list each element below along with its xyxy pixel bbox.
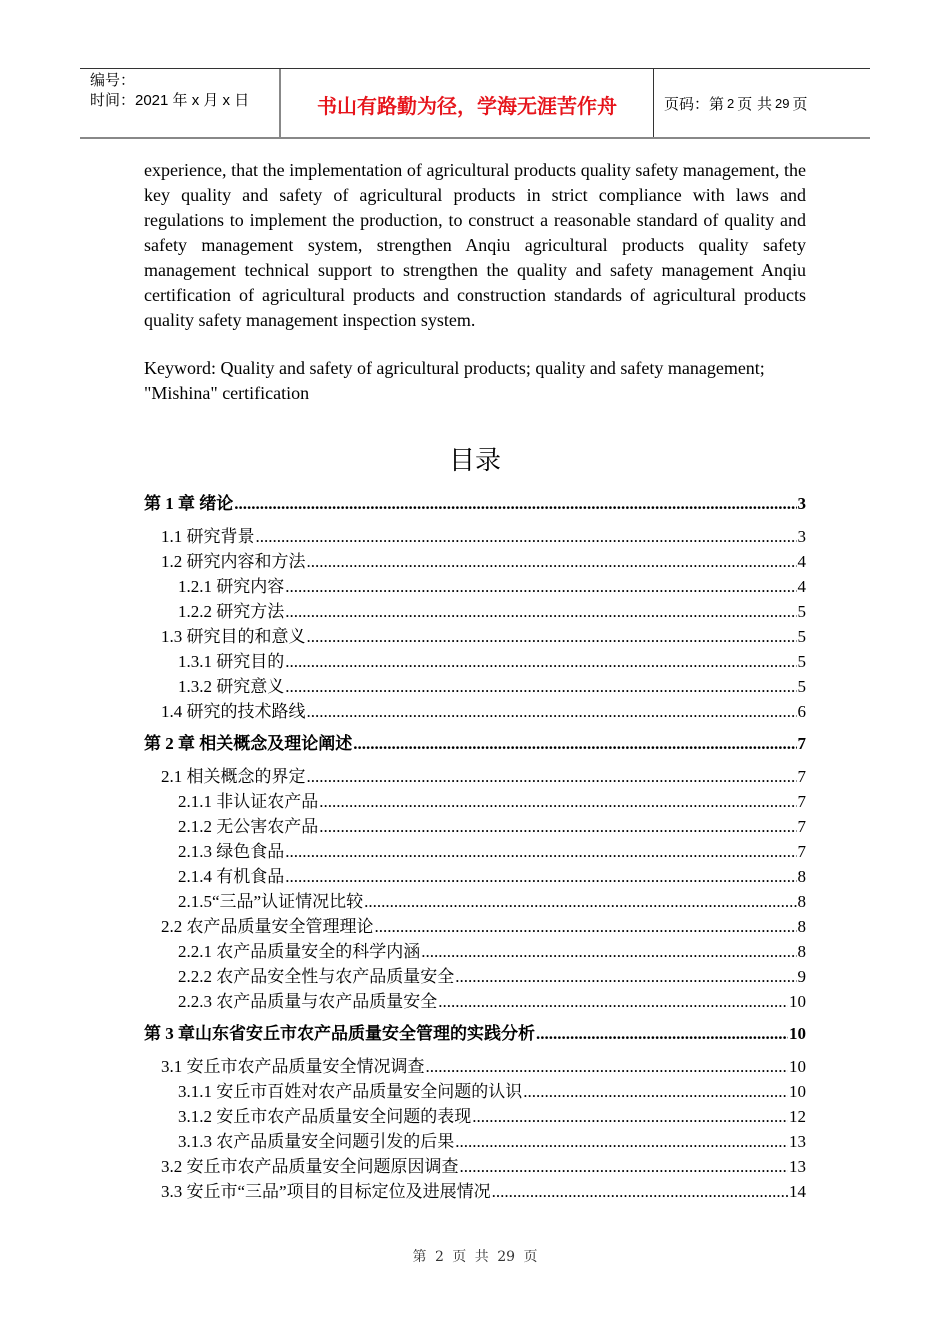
toc-entry-page: 10 [789, 1024, 806, 1043]
toc-entry[interactable] [144, 1104, 806, 1129]
abstract-section [144, 158, 806, 406]
toc-entry[interactable] [144, 1154, 806, 1179]
toc-leader-dots [353, 730, 796, 758]
toc-entry[interactable] [144, 964, 806, 989]
toc-entry-label: 2.1.4 有机食品 [178, 867, 285, 886]
toc-entry-page: 6 [797, 702, 806, 721]
toc-entry[interactable] [144, 699, 806, 724]
toc-leader-dots [285, 839, 796, 864]
toc-leader-dots [460, 1154, 789, 1179]
toc-entry-label: 3.1 安丘市农产品质量安全情况调查 [161, 1057, 425, 1076]
page-label-suffix: 页 [792, 94, 808, 113]
toc-entry-label: 1.3.1 研究目的 [178, 652, 285, 671]
toc-entry[interactable] [144, 1179, 806, 1204]
toc-entry[interactable] [144, 1054, 806, 1079]
toc-entry-label: 2.1 相关概念的界定 [161, 767, 306, 786]
table-of-contents [144, 490, 806, 1204]
toc-leader-dots [285, 599, 796, 624]
toc-entry-label: 1.1 研究背景 [161, 527, 255, 546]
toc-entry[interactable] [144, 730, 806, 758]
toc-leader-dots [285, 864, 796, 889]
toc-leader-dots [364, 889, 796, 914]
toc-entry-page: 7 [797, 817, 806, 836]
toc-leader-dots [472, 1104, 788, 1129]
toc-entry[interactable] [144, 789, 806, 814]
toc-leader-dots [536, 1020, 788, 1048]
toc-entry-page: 7 [797, 792, 806, 811]
toc-leader-dots [307, 764, 797, 789]
toc-entry-label: 3.3 安丘市“三品”项目的目标定位及进展情况 [161, 1182, 491, 1201]
toc-entry-page: 8 [797, 892, 806, 911]
toc-entry[interactable] [144, 649, 806, 674]
toc-entry[interactable] [144, 764, 806, 789]
toc-entry-page: 13 [789, 1157, 806, 1176]
toc-leader-dots [285, 674, 796, 699]
toc-entry-page: 7 [797, 767, 806, 786]
toc-entry-page: 8 [797, 867, 806, 886]
toc-entry-label: 1.3.2 研究意义 [178, 677, 285, 696]
toc-entry-label: 1.4 研究的技术路线 [161, 702, 306, 721]
toc-leader-dots [307, 549, 797, 574]
toc-entry-page: 13 [789, 1132, 806, 1151]
toc-entry[interactable] [144, 839, 806, 864]
toc-entry[interactable] [144, 939, 806, 964]
toc-entry-page: 4 [797, 577, 806, 596]
toc-entry[interactable] [144, 624, 806, 649]
toc-entry-page: 14 [789, 1182, 806, 1201]
toc-entry-page: 8 [797, 917, 806, 936]
toc-entry[interactable] [144, 574, 806, 599]
toc-entry-label: 2.2.2 农产品安全性与农产品质量安全 [178, 967, 455, 986]
toc-leader-dots [256, 524, 797, 549]
toc-entry-page: 5 [797, 677, 806, 696]
doc-number-label: 编号： [90, 72, 136, 89]
toc-leader-dots [375, 914, 797, 939]
header-meta [80, 69, 281, 137]
toc-leader-dots [421, 939, 796, 964]
toc-entry[interactable] [144, 1020, 806, 1048]
toc-entry-page: 10 [789, 1082, 806, 1101]
toc-entry-label: 3.2 安丘市农产品质量安全问题原因调查 [161, 1157, 459, 1176]
toc-entry[interactable] [144, 549, 806, 574]
toc-leader-dots [285, 574, 796, 599]
toc-leader-dots [492, 1179, 788, 1204]
toc-leader-dots [307, 699, 797, 724]
toc-entry[interactable] [144, 524, 806, 549]
toc-entry[interactable] [144, 864, 806, 889]
toc-entry-page: 3 [797, 494, 806, 513]
page-header [80, 68, 870, 139]
toc-entry-label: 1.2.2 研究方法 [178, 602, 285, 621]
page-label-prefix: 页码：第 [664, 94, 725, 113]
toc-entry[interactable] [144, 889, 806, 914]
toc-entry-page: 3 [797, 527, 806, 546]
toc-entry-label: 3.1.1 安丘市百姓对农产品质量安全问题的认识 [178, 1082, 523, 1101]
header-motto: 书山有路勤为径，学海无涯苦作舟 [281, 69, 654, 137]
toc-leader-dots [426, 1054, 789, 1079]
header-page-info [654, 69, 870, 137]
toc-entry-label: 2.1.5“三品”认证情况比较 [178, 892, 364, 911]
toc-entry[interactable] [144, 599, 806, 624]
toc-leader-dots [319, 814, 796, 839]
toc-entry-page: 5 [797, 602, 806, 621]
toc-entry[interactable] [144, 989, 806, 1014]
toc-entry-label: 1.2.1 研究内容 [178, 577, 285, 596]
toc-entry-label: 第 2 章 相关概念及理论阐述 [144, 734, 353, 753]
toc-entry-label: 第 3 章山东省安丘市农产品质量安全管理的实践分析 [144, 1024, 535, 1043]
toc-entry-label: 2.1.1 非认证农产品 [178, 792, 319, 811]
toc-entry-page: 5 [797, 652, 806, 671]
toc-entry-page: 4 [797, 552, 806, 571]
toc-leader-dots [523, 1079, 788, 1104]
page-label-mid: 页 共 [737, 94, 773, 113]
toc-entry-page: 10 [789, 1057, 806, 1076]
toc-entry-label: 2.2.1 农产品质量安全的科学内涵 [178, 942, 421, 961]
toc-entry-page: 10 [789, 992, 806, 1011]
toc-entry[interactable] [144, 490, 806, 518]
toc-entry-label: 3.1.3 农产品质量安全问题引发的后果 [178, 1132, 455, 1151]
abstract-text: experience, that the implementation of agricultural products quality safety management, the key quality and safety of agricultural products in strict compliance with laws and regulations to implement the production, to construct a reasonable standard of quality and safety management system, strengthen Anqiu agricultural products quality safety management technical support to strengthen the quality and safety management Anqiu certification of agricultural products and construction standards of agricultural products quality safety management inspection system. [144, 160, 806, 330]
page-footer: 第 2 页 共 29 页 [412, 1249, 538, 1265]
toc-entry[interactable] [144, 1079, 806, 1104]
toc-leader-dots [319, 789, 796, 814]
toc-entry-page: 8 [797, 942, 806, 961]
toc-leader-dots [438, 989, 788, 1014]
toc-entry-label: 第 1 章 绪论 [144, 494, 234, 513]
toc-entry[interactable] [144, 674, 806, 699]
page-total: 29 [775, 95, 790, 111]
toc-entry[interactable] [144, 814, 806, 839]
toc-entry-page: 9 [797, 967, 806, 986]
toc-entry-label: 2.2 农产品质量安全管理理论 [161, 917, 374, 936]
toc-entry-label: 3.1.2 安丘市农产品质量安全问题的表现 [178, 1107, 472, 1126]
toc-entry-label: 1.3 研究目的和意义 [161, 627, 306, 646]
toc-entry-label: 2.2.3 农产品质量与农产品质量安全 [178, 992, 438, 1011]
toc-title: 目录 [448, 446, 501, 476]
toc-entry[interactable] [144, 914, 806, 939]
toc-leader-dots [307, 624, 797, 649]
toc-entry-page: 12 [789, 1107, 806, 1126]
keyword-text: Keyword: Quality and safety of agricultural products; quality and safety management; "Mishina" certification [144, 358, 765, 403]
date-label: 时间：2021 年 x 月 x 日 [90, 92, 250, 109]
toc-entry-label: 1.2 研究内容和方法 [161, 552, 306, 571]
toc-entry[interactable] [144, 1129, 806, 1154]
toc-leader-dots [285, 649, 796, 674]
toc-leader-dots [455, 1129, 788, 1154]
toc-leader-dots [455, 964, 796, 989]
toc-leader-dots [234, 490, 796, 518]
toc-entry-label: 2.1.3 绿色食品 [178, 842, 285, 861]
toc-entry-page: 7 [797, 842, 806, 861]
toc-entry-page: 5 [797, 627, 806, 646]
toc-entry-label: 2.1.2 无公害农产品 [178, 817, 319, 836]
toc-entry-page: 7 [797, 734, 806, 753]
page-current: 2 [727, 95, 735, 111]
